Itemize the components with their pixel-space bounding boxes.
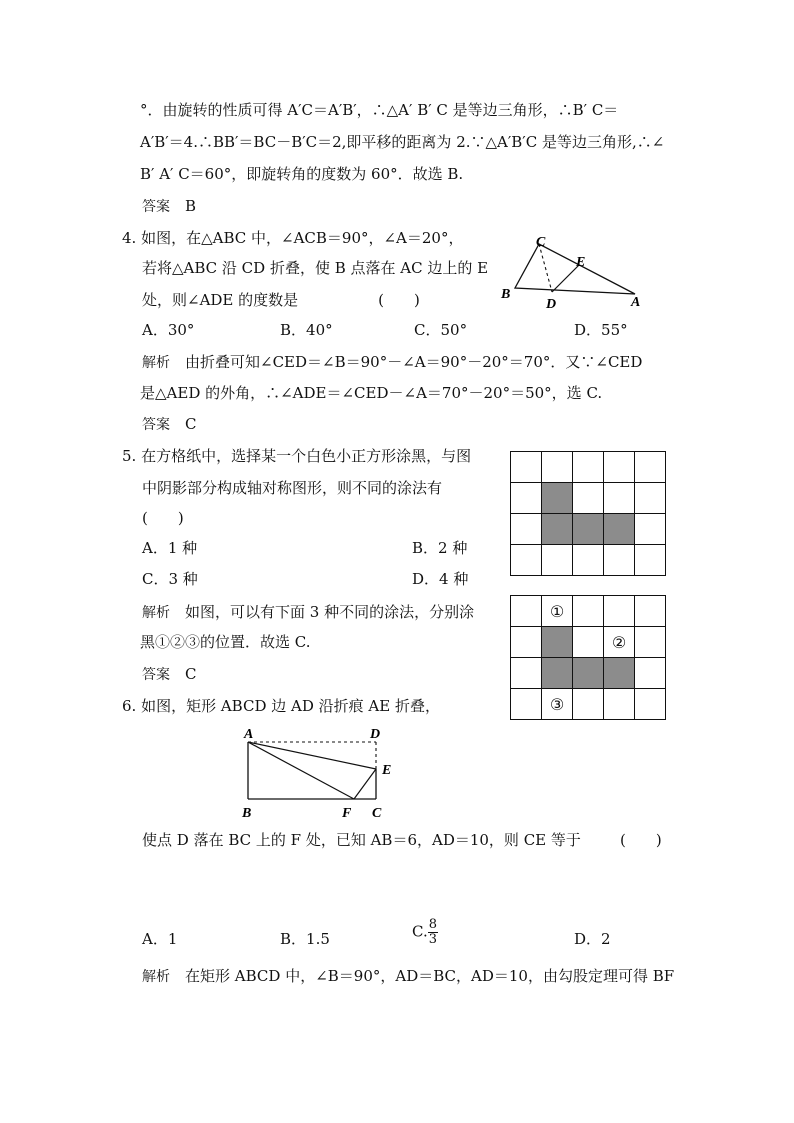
q4-analysis-line-1: [142, 352, 642, 373]
label-b: B: [501, 287, 511, 302]
label-c: C: [536, 235, 546, 250]
answer-value: C: [185, 415, 197, 433]
fold-line-ae: [248, 742, 376, 769]
label-d: D: [546, 297, 557, 312]
q6-stem-line-1: 6. 如图，矩形 ABCD 边 AD 沿折痕 AE 折叠，: [122, 697, 440, 715]
q6-option-b: B．1.5: [280, 930, 330, 948]
q5-option-b: B．2 种: [412, 539, 468, 557]
q5-stem-line-3: ( ): [142, 509, 184, 527]
analysis-text: 如图，可以有下面 3 种不同的涂法，分别涂: [185, 603, 475, 621]
q4-stem-text: 处，则∠ADE 的度数是: [142, 291, 299, 309]
segment-af: [248, 742, 354, 799]
answer-value: B: [185, 197, 197, 215]
q5-option-a: A．1 种: [142, 539, 198, 557]
answer-value: C: [185, 665, 197, 683]
segment-fe: [354, 769, 376, 799]
label-a: A: [631, 295, 641, 310]
label-a: A: [244, 727, 254, 742]
label-d: D: [370, 727, 381, 742]
answer-label: 答案: [142, 417, 170, 433]
q4-triangle-figure: [495, 232, 655, 312]
prev-answer: [142, 196, 196, 217]
q5-analysis-line-1: [142, 602, 474, 623]
prev-solution-line-2: A′B′＝4.∴BB′＝BC－B′C＝2,即平移的距离为 2.∵△A′B′C 是等边三角形,∴∠: [140, 133, 665, 151]
q4-option-c: C．50°: [414, 321, 468, 339]
q6-option-c: [412, 918, 438, 947]
q5-option-d: D．4 种: [412, 570, 469, 588]
prev-solution-line-1: °．由旋转的性质可得 A′C＝A′B′，∴△A′ B′ C 是等边三角形，∴B′ C＝: [140, 101, 619, 119]
label-c: C: [372, 806, 382, 821]
analysis-label: 解析: [142, 969, 170, 985]
analysis-text: 由折叠可知∠CED＝∠B＝90°－∠A＝90°－20°＝70°．又∵∠CED: [185, 353, 643, 371]
analysis-label: 解析: [142, 605, 170, 621]
q5-answer: [142, 664, 197, 685]
q4-option-a: A．30°: [142, 321, 195, 339]
q5-stem-line-1: 5. 在方格纸中，选择某一个白色小正方形涂黑，与图: [122, 447, 472, 465]
q5-solution-grid-figure: [510, 595, 666, 720]
segment-de: [552, 265, 579, 292]
label-e: E: [576, 255, 586, 270]
q6-analysis-line-1: [142, 966, 674, 987]
fraction-denominator: 3: [428, 932, 437, 947]
label-f: F: [342, 806, 352, 821]
mark-1: ①: [542, 596, 573, 627]
q4-option-d: D．55°: [574, 321, 628, 339]
prev-solution-line-3: B′ A′ C＝60°，即旋转角的度数为 60°．故选 B.: [140, 165, 464, 183]
q4-analysis-line-2: 是△AED 的外角，∴∠ADE＝∠CED－∠A＝70°－20°＝50°，选 C.: [140, 384, 603, 402]
q4-stem-line-3: [142, 290, 420, 310]
analysis-label: 解析: [142, 355, 170, 371]
label-b: B: [242, 806, 252, 821]
q6-stem-line-2: [142, 830, 581, 850]
fraction-numerator: 8: [428, 917, 437, 932]
q5-stem-line-2: 中阴影部分构成轴对称图形，则不同的涂法有: [142, 479, 443, 497]
mark-2: ②: [604, 627, 635, 658]
q4-option-b: B．40°: [280, 321, 333, 339]
q6-rectangle-figure: [236, 722, 406, 822]
q5-grid-figure: [510, 451, 666, 576]
label-e: E: [382, 763, 392, 778]
q5-option-c: C．3 种: [142, 570, 198, 588]
q4-stem-line-2: 若将△ABC 沿 CD 折叠，使 B 点落在 AC 边上的 E: [142, 259, 489, 277]
fraction-eight-thirds: [428, 918, 438, 947]
q4-paren: ( ): [378, 291, 420, 309]
answer-label: 答案: [142, 199, 170, 215]
answer-label: 答案: [142, 667, 170, 683]
q5-analysis-line-2: 黑①②③的位置．故选 C.: [140, 633, 311, 651]
q6-paren: ( ): [620, 831, 662, 849]
fold-line-cd: [539, 244, 552, 292]
q4-answer: [142, 414, 197, 435]
q4-stem-line-1: 4. 如图，在△ABC 中，∠ACB＝90°，∠A＝20°，: [122, 229, 464, 247]
option-c-letter: C.: [412, 922, 428, 941]
q6-stem-text: 使点 D 落在 BC 上的 F 处，已知 AB＝6，AD＝10，则 CE 等于: [142, 831, 581, 849]
q6-option-a: A．1: [142, 930, 178, 948]
mark-3: ③: [542, 689, 573, 720]
analysis-text: 在矩形 ABCD 中，∠B＝90°，AD＝BC，AD＝10，由勾股定理可得 BF: [185, 967, 675, 985]
q6-option-d: D．2: [574, 930, 611, 948]
